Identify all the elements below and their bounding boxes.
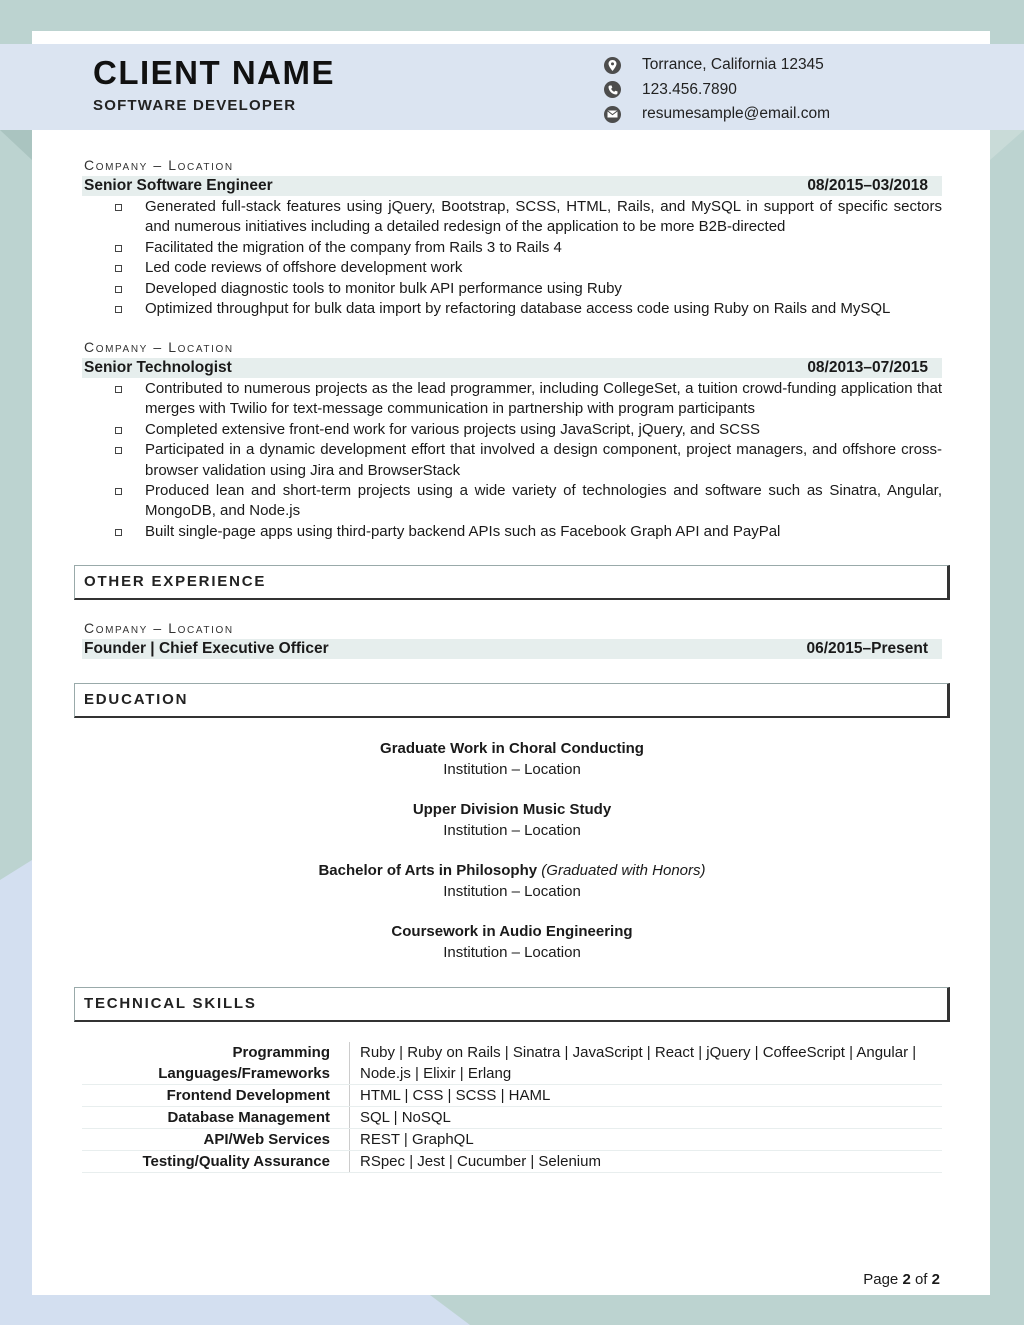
table-row	[82, 1085, 942, 1107]
skill-values: RSpec | Jest | Cucumber | Selenium	[350, 1151, 943, 1173]
page-number: Page 2 of 2	[863, 1271, 940, 1288]
list-item: Developed diagnostic tools to monitor bulk API performance using Ruby	[110, 279, 942, 299]
degree-note: (Graduated with Honors)	[541, 862, 706, 879]
job-1-dates: 08/2015–03/2018	[807, 176, 928, 194]
education-entry	[82, 800, 942, 841]
email-icon	[604, 106, 621, 123]
degree: Coursework in Audio Engineering	[391, 923, 633, 940]
contact-location-text: Torrance, California 12345	[642, 56, 824, 74]
skill-values: REST | GraphQL	[350, 1129, 943, 1151]
degree: Upper Division Music Study	[412, 801, 612, 818]
skill-category: Testing/Quality Assurance	[82, 1151, 350, 1173]
table-row	[82, 1151, 942, 1173]
job-2-bullets	[110, 379, 942, 542]
job-1-role: Senior Software Engineer	[84, 176, 273, 194]
list-item: Optimized throughput for bulk data import by refactoring database access code using Ruby on Rails and MySQL	[110, 299, 942, 319]
contact-phone-text: 123.456.7890	[642, 80, 737, 98]
other-dates: 06/2015–Present	[806, 639, 928, 657]
skills-table	[82, 1042, 942, 1173]
client-name: CLIENT NAME	[93, 54, 335, 91]
other-company: Company – Location	[84, 620, 234, 636]
other-role-bar	[82, 639, 942, 659]
skill-category: Database Management	[82, 1107, 350, 1129]
list-item: Built single-page apps using third-party backend APIs such as Facebook Graph API and PayPal	[110, 522, 942, 542]
location-pin-icon	[604, 57, 621, 74]
list-item: Completed extensive front-end work for various projects using JavaScript, jQuery, and SCSS	[110, 420, 942, 440]
other-role: Founder | Chief Executive Officer	[84, 639, 329, 657]
list-item: Led code reviews of offshore development work	[110, 258, 942, 278]
degree: Bachelor of Arts in Philosophy	[318, 862, 538, 879]
list-item: Facilitated the migration of the company from Rails 3 to Rails 4	[110, 238, 942, 258]
contact-email	[604, 102, 830, 127]
degree: Graduate Work in Choral Conducting	[380, 740, 644, 757]
job-1-role-bar	[82, 176, 942, 196]
contact-location	[604, 53, 830, 78]
education-heading: EDUCATION	[74, 683, 950, 718]
education-entry	[82, 861, 942, 902]
education-entry	[82, 739, 942, 780]
skill-category: Programming Languages/Frameworks	[82, 1042, 350, 1085]
institution: Institution – Location	[443, 821, 581, 839]
skill-category: Frontend Development	[82, 1085, 350, 1107]
education-entry	[82, 922, 942, 963]
institution: Institution – Location	[443, 882, 581, 900]
technical-skills-heading: TECHNICAL SKILLS	[74, 987, 950, 1022]
skill-values: Ruby | Ruby on Rails | Sinatra | JavaScript | React | jQuery | CoffeeScript | Angular | Node.js | Elixir | Erlang	[350, 1042, 943, 1085]
job-2-company: Company – Location	[84, 339, 234, 355]
job-1-bullets	[110, 197, 942, 319]
skill-values: HTML | CSS | SCSS | HAML	[350, 1085, 943, 1107]
list-item: Contributed to numerous projects as the lead programmer, including CollegeSet, a tuition crowd-funding application that merges with Twilio for text-message communication in partnership with program participants	[110, 379, 942, 420]
list-item: Participated in a dynamic development effort that involved a design component, project managers, and offshore cross-browser validation using Jira and BrowserStack	[110, 440, 942, 481]
job-title: SOFTWARE DEVELOPER	[93, 97, 297, 114]
list-item: Generated full-stack features using jQuery, Bootstrap, SCSS, HTML, Rails, and MySQL in support of specific sectors and numerous initiatives including a detailed redesign of the application to be more B2B-directed	[110, 197, 942, 238]
contact-info	[604, 53, 830, 127]
job-2-role: Senior Technologist	[84, 358, 232, 376]
skill-category: API/Web Services	[82, 1129, 350, 1151]
table-row	[82, 1129, 942, 1151]
institution: Institution – Location	[443, 943, 581, 961]
phone-icon	[604, 81, 621, 98]
job-2-dates: 08/2013–07/2015	[807, 358, 928, 376]
contact-phone	[604, 78, 830, 103]
skill-values: SQL | NoSQL	[350, 1107, 943, 1129]
table-row	[82, 1107, 942, 1129]
list-item: Produced lean and short-term projects using a wide variety of technologies and software such as Sinatra, Angular, MongoDB, and Node.js	[110, 481, 942, 522]
job-2-role-bar	[82, 358, 942, 378]
institution: Institution – Location	[443, 760, 581, 778]
table-row	[82, 1042, 942, 1085]
other-experience-heading: OTHER EXPERIENCE	[74, 565, 950, 600]
contact-email-text: resumesample@email.com	[642, 105, 831, 123]
job-1-company: Company – Location	[84, 157, 234, 173]
